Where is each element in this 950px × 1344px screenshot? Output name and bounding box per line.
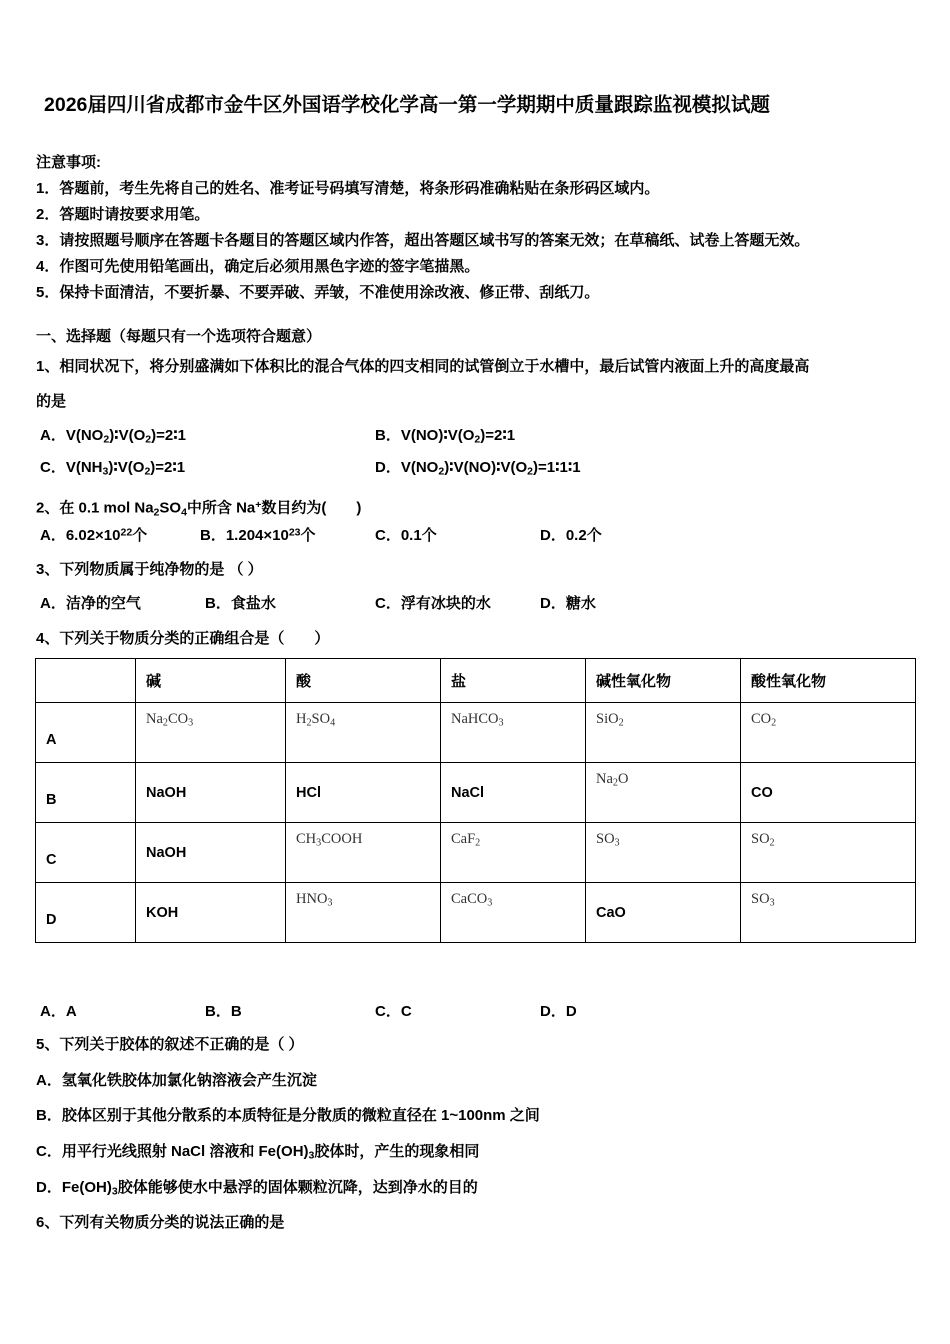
table-header-cell-1: 碱 (136, 659, 286, 703)
option-label: B． (205, 1003, 231, 1020)
question-4-option-b[interactable] (205, 1000, 242, 1021)
option-text: 浮有冰块的水 (400, 595, 491, 612)
option-text: 用平行光线照射 NaCl 溶液和 $Fe(OH)_3$胶体时，产生的现象相同 (61, 1143, 480, 1162)
table-row (36, 823, 916, 883)
question-2-option-c[interactable] (375, 524, 437, 545)
question-3-option-c[interactable] (375, 592, 491, 613)
option-label: A． (40, 1003, 66, 1020)
table-cell: NaOH (136, 823, 286, 883)
question-3-option-a[interactable] (40, 592, 141, 613)
option-label: B． (375, 427, 401, 444)
option-label: A． (40, 595, 66, 612)
option-text: B (230, 1003, 242, 1020)
option-text: $V(NO_2)∶V(O_2)=2∶1$ (65, 427, 186, 446)
option-label: C． (40, 459, 66, 476)
question-2-option-a[interactable] (40, 524, 147, 545)
table-header (36, 659, 916, 703)
option-label: D． (540, 1003, 566, 1020)
question-3-option-d[interactable] (540, 592, 596, 613)
question-4-stem: 4、下列关于物质分类的正确组合是（ ） (36, 630, 330, 647)
table-row-label: C (36, 823, 136, 883)
option-text: 食盐水 (230, 595, 276, 612)
option-text: 胶体区别于其他分散系的本质特征是分散质的微粒直径在 1~100nm 之间 (61, 1107, 540, 1124)
table-cell: CaO (586, 883, 741, 943)
question-5-stem: 5、下列关于胶体的叙述不正确的是（ ） (36, 1036, 304, 1053)
table-cell: HCl (286, 763, 441, 823)
option-text: 0.2个 (565, 527, 602, 544)
table-body (36, 703, 916, 943)
table-cell: $Na_2O$ (586, 763, 741, 823)
question-3-stem: 3、下列物质属于纯净物的是 （ ） (36, 561, 263, 578)
question-2-option-d[interactable] (540, 524, 602, 545)
table-row-label: A (36, 703, 136, 763)
option-text: $1.204\times 10^{23}$个 (225, 526, 316, 544)
table-row (36, 763, 916, 823)
question-4-option-a[interactable] (40, 1000, 77, 1021)
option-label: A． (36, 1072, 62, 1089)
question-2-stem: 2、在 0.1 mol $Na_2SO_4$中所含 Na+数目约为( ) (36, 499, 362, 519)
question-1-stem-line2: 的是 (36, 393, 67, 410)
table-header-cell-3: 盐 (441, 659, 586, 703)
table-cell: $CO_2$ (741, 703, 916, 763)
question-4-option-d[interactable] (540, 1000, 577, 1021)
option-text: $V(NH_3)∶V(O_2)=2∶1$ (65, 459, 186, 478)
question-2-option-b[interactable] (200, 524, 316, 545)
question-1-option-a[interactable] (40, 424, 186, 446)
table-cell: NaHCO$_3$ (441, 703, 586, 763)
table-header-cell-2: 酸 (286, 659, 441, 703)
option-label: C． (375, 595, 401, 612)
option-text: 糖水 (565, 595, 596, 612)
notice-item-3: 3．请按照题号顺序在答题卡各题目的答题区域内作答，超出答题区域书写的答案无效；在草稿纸、试卷上答题无效。 (36, 232, 810, 249)
page-title: 2026届四川省成都市金牛区外国语学校化学高一第一学期期中质量跟踪监视模拟试题 (44, 94, 770, 116)
table-header-row (36, 659, 916, 703)
option-label: A． (40, 527, 66, 544)
option-text: A (65, 1003, 77, 1020)
option-text: 氢氧化铁胶体加氯化钠溶液会产生沉淀 (61, 1072, 317, 1089)
option-label: A． (40, 427, 66, 444)
question-6-stem: 6、下列有关物质分类的说法正确的是 (36, 1214, 285, 1231)
notice-item-5: 5．保持卡面清洁，不要折暴、不要弄破、弄皱，不准使用涂改液、修正带、刮纸刀。 (36, 284, 600, 301)
option-text: 洁净的空气 (65, 595, 141, 612)
question-1-stem-line1: 1、相同状况下，将分别盛满如下体积比的混合气体的四支相同的试管倒立于水槽中，最后试管内液面上升的高度最高 (36, 358, 810, 375)
question-1-option-c[interactable] (40, 456, 185, 478)
question-1-option-d[interactable] (375, 456, 581, 478)
option-label: D． (540, 595, 566, 612)
option-label: C． (375, 527, 401, 544)
question-5-option-a[interactable] (36, 1068, 317, 1094)
table-row (36, 883, 916, 943)
table-row (36, 703, 916, 763)
table-cell: CaF$_2$ (441, 823, 586, 883)
table-header-cell-0 (36, 659, 136, 703)
table-cell: $SO_3$ (586, 823, 741, 883)
table-cell: KOH (136, 883, 286, 943)
option-text: $V(NO_2)∶V(NO)∶V(O_2)=1∶1∶1$ (400, 459, 581, 478)
table-cell: $HNO_3$ (286, 883, 441, 943)
option-text: $V(NO)∶V(O_2)=2∶1$ (400, 427, 516, 446)
table-cell: $SO_2$ (741, 823, 916, 883)
option-label: B． (205, 595, 231, 612)
question-3-option-b[interactable] (205, 592, 276, 613)
table-header-cell-4: 碱性氧化物 (586, 659, 741, 703)
notice-heading: 注意事项: (36, 154, 101, 171)
option-text: $Fe(OH)_3$胶体能够使水中悬浮的固体颗粒沉降，达到净水的目的 (61, 1179, 478, 1198)
table-cell: NaOH (136, 763, 286, 823)
question-5-option-d[interactable] (36, 1175, 478, 1205)
option-text: 0.1个 (400, 527, 437, 544)
option-label: C． (36, 1143, 62, 1160)
option-text: C (400, 1003, 412, 1020)
table-row-label: D (36, 883, 136, 943)
table-cell: $CH_3COOH$ (286, 823, 441, 883)
question-1-option-b[interactable] (375, 424, 515, 446)
notice-block (36, 150, 926, 306)
classification-table (35, 658, 916, 943)
table-header-cell-5: 酸性氧化物 (741, 659, 916, 703)
notice-item-1: 1．答题前，考生先将自己的姓名、准考证号码填写清楚，将条形码准确粘贴在条形码区域内。 (36, 180, 660, 197)
option-label: B． (36, 1107, 62, 1124)
table-cell: $Na_2CO_3$ (136, 703, 286, 763)
table-cell: CaCO$_3$ (441, 883, 586, 943)
question-5-option-c[interactable] (36, 1139, 479, 1169)
table-cell: NaCl (441, 763, 586, 823)
option-label: B． (200, 527, 226, 544)
section-heading: 一、选择题（每题只有一个选项符合题意） (36, 328, 322, 345)
question-5-option-b[interactable] (36, 1103, 540, 1129)
table-cell: CO (741, 763, 916, 823)
option-text: D (565, 1003, 577, 1020)
notice-item-2: 2．答题时请按要求用笔。 (36, 206, 210, 223)
option-label: D． (375, 459, 401, 476)
table-cell: $H_2SO_4$ (286, 703, 441, 763)
table-cell: SiO$_2$ (586, 703, 741, 763)
option-text: $6.02\times 10^{22}$个 (65, 526, 148, 544)
table-cell: $SO_3$ (741, 883, 916, 943)
option-label: C． (375, 1003, 401, 1020)
table-row-label: B (36, 763, 136, 823)
notice-item-4: 4．作图可先使用铅笔画出，确定后必须用黑色字迹的签字笔描黑。 (36, 258, 480, 275)
question-4-option-c[interactable] (375, 1000, 412, 1021)
option-label: D． (36, 1179, 62, 1196)
option-label: D． (540, 527, 566, 544)
